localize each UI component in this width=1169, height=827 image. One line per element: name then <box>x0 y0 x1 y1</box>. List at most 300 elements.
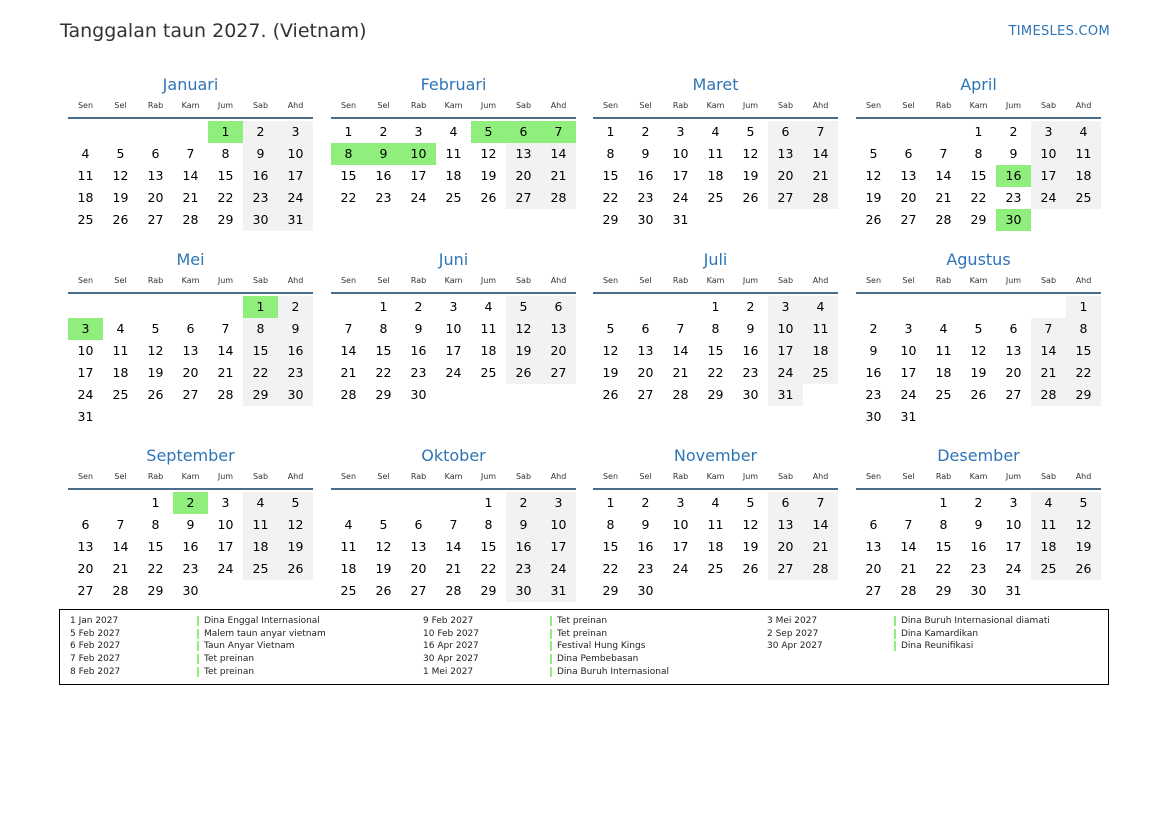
weekend-day-cell[interactable]: 6 <box>768 121 803 143</box>
weekend-day-cell[interactable]: 5 <box>506 296 541 318</box>
weekend-day-cell[interactable]: 25 <box>243 558 278 580</box>
day-cell[interactable]: 8 <box>974 146 983 161</box>
day-cell[interactable]: 17 <box>672 168 689 183</box>
day-cell[interactable]: 13 <box>865 539 882 554</box>
day-cell[interactable]: 1 <box>606 124 615 139</box>
day-cell[interactable]: 20 <box>637 365 654 380</box>
day-cell[interactable]: 15 <box>480 539 497 554</box>
day-cell[interactable]: 29 <box>147 583 164 598</box>
day-cell[interactable]: 6 <box>414 517 423 532</box>
weekend-day-cell[interactable]: 9 <box>506 514 541 536</box>
day-cell[interactable]: 1 <box>151 495 160 510</box>
day-cell[interactable]: 7 <box>344 321 353 336</box>
day-cell[interactable]: 10 <box>672 517 689 532</box>
day-cell[interactable]: 2 <box>379 124 388 139</box>
weekend-day-cell[interactable]: 10 <box>541 514 576 536</box>
weekend-day-cell[interactable]: 23 <box>278 362 313 384</box>
day-cell[interactable]: 8 <box>484 517 493 532</box>
day-cell[interactable]: 7 <box>116 517 125 532</box>
weekend-day-cell[interactable]: 21 <box>803 165 838 187</box>
weekend-day-cell[interactable]: 27 <box>768 558 803 580</box>
day-cell[interactable]: 8 <box>151 517 160 532</box>
day-cell[interactable]: 9 <box>1009 146 1018 161</box>
day-cell[interactable]: 8 <box>939 517 948 532</box>
holiday-day-cell[interactable]: 5 <box>471 121 506 143</box>
weekend-day-cell[interactable]: 20 <box>768 536 803 558</box>
day-cell[interactable]: 29 <box>480 583 497 598</box>
weekend-day-cell[interactable]: 23 <box>506 558 541 580</box>
day-cell[interactable]: 13 <box>182 343 199 358</box>
day-cell[interactable]: 28 <box>445 583 462 598</box>
day-cell[interactable]: 10 <box>77 343 94 358</box>
day-cell[interactable]: 17 <box>217 539 234 554</box>
weekend-day-cell[interactable]: 4 <box>1031 492 1066 514</box>
day-cell[interactable]: 25 <box>935 387 952 402</box>
weekend-day-cell[interactable]: 20 <box>506 165 541 187</box>
day-cell[interactable]: 29 <box>970 212 987 227</box>
day-cell[interactable]: 26 <box>480 190 497 205</box>
day-cell[interactable]: 11 <box>77 168 94 183</box>
site-link[interactable]: TIMESLES.COM <box>1008 24 1110 39</box>
weekend-day-cell[interactable]: 21 <box>1031 362 1066 384</box>
weekend-day-cell[interactable]: 31 <box>541 580 576 602</box>
weekend-day-cell[interactable]: 25 <box>1066 187 1101 209</box>
weekend-day-cell[interactable]: 29 <box>243 384 278 406</box>
weekend-day-cell[interactable]: 3 <box>541 492 576 514</box>
day-cell[interactable]: 24 <box>1005 561 1022 576</box>
day-cell[interactable]: 22 <box>340 190 357 205</box>
weekend-day-cell[interactable]: 2 <box>506 492 541 514</box>
day-cell[interactable]: 9 <box>869 343 878 358</box>
weekend-day-cell[interactable]: 24 <box>768 362 803 384</box>
day-cell[interactable]: 28 <box>672 387 689 402</box>
day-cell[interactable]: 12 <box>147 343 164 358</box>
day-cell[interactable]: 27 <box>865 583 882 598</box>
day-cell[interactable]: 12 <box>375 539 392 554</box>
day-cell[interactable]: 5 <box>746 124 755 139</box>
day-cell[interactable]: 12 <box>865 168 882 183</box>
day-cell[interactable]: 5 <box>151 321 160 336</box>
day-cell[interactable]: 12 <box>480 146 497 161</box>
day-cell[interactable]: 3 <box>414 124 423 139</box>
day-cell[interactable]: 27 <box>147 212 164 227</box>
day-cell[interactable]: 11 <box>340 539 357 554</box>
weekend-day-cell[interactable]: 16 <box>506 536 541 558</box>
weekend-day-cell[interactable]: 10 <box>278 143 313 165</box>
weekend-day-cell[interactable]: 31 <box>768 384 803 406</box>
day-cell[interactable]: 21 <box>672 365 689 380</box>
day-cell[interactable]: 1 <box>379 299 388 314</box>
day-cell[interactable]: 26 <box>112 212 129 227</box>
weekend-day-cell[interactable]: 13 <box>506 143 541 165</box>
day-cell[interactable]: 21 <box>112 561 129 576</box>
day-cell[interactable]: 24 <box>410 190 427 205</box>
day-cell[interactable]: 15 <box>340 168 357 183</box>
day-cell[interactable]: 18 <box>707 168 724 183</box>
day-cell[interactable]: 14 <box>112 539 129 554</box>
day-cell[interactable]: 26 <box>970 387 987 402</box>
weekend-day-cell[interactable]: 6 <box>768 492 803 514</box>
day-cell[interactable]: 15 <box>602 539 619 554</box>
day-cell[interactable]: 22 <box>935 561 952 576</box>
weekend-day-cell[interactable]: 13 <box>541 318 576 340</box>
day-cell[interactable]: 5 <box>974 321 983 336</box>
day-cell[interactable]: 13 <box>147 168 164 183</box>
weekend-day-cell[interactable]: 28 <box>803 187 838 209</box>
weekend-day-cell[interactable]: 30 <box>243 209 278 231</box>
day-cell[interactable]: 21 <box>900 561 917 576</box>
weekend-day-cell[interactable]: 24 <box>278 187 313 209</box>
day-cell[interactable]: 20 <box>147 190 164 205</box>
weekend-day-cell[interactable]: 18 <box>243 536 278 558</box>
day-cell[interactable]: 19 <box>602 365 619 380</box>
day-cell[interactable]: 7 <box>221 321 230 336</box>
day-cell[interactable]: 18 <box>112 365 129 380</box>
weekend-day-cell[interactable]: 21 <box>803 536 838 558</box>
day-cell[interactable]: 31 <box>672 212 689 227</box>
day-cell[interactable]: 18 <box>935 365 952 380</box>
holiday-day-cell[interactable]: 1 <box>243 296 278 318</box>
day-cell[interactable]: 23 <box>970 561 987 576</box>
day-cell[interactable]: 13 <box>410 539 427 554</box>
holiday-day-cell[interactable]: 2 <box>173 492 208 514</box>
day-cell[interactable]: 26 <box>742 561 759 576</box>
day-cell[interactable]: 17 <box>445 343 462 358</box>
day-cell[interactable]: 28 <box>112 583 129 598</box>
weekend-day-cell[interactable]: 20 <box>541 340 576 362</box>
day-cell[interactable]: 9 <box>641 146 650 161</box>
day-cell[interactable]: 20 <box>865 561 882 576</box>
day-cell[interactable]: 14 <box>340 343 357 358</box>
day-cell[interactable]: 30 <box>182 583 199 598</box>
day-cell[interactable]: 29 <box>602 212 619 227</box>
weekend-day-cell[interactable]: 19 <box>506 340 541 362</box>
weekend-day-cell[interactable]: 12 <box>506 318 541 340</box>
weekend-day-cell[interactable]: 27 <box>506 187 541 209</box>
day-cell[interactable]: 27 <box>637 387 654 402</box>
day-cell[interactable]: 24 <box>672 561 689 576</box>
day-cell[interactable]: 22 <box>147 561 164 576</box>
day-cell[interactable]: 8 <box>606 146 615 161</box>
day-cell[interactable]: 7 <box>939 146 948 161</box>
weekend-day-cell[interactable]: 7 <box>803 121 838 143</box>
day-cell[interactable]: 13 <box>637 343 654 358</box>
day-cell[interactable]: 13 <box>900 168 917 183</box>
weekend-day-cell[interactable]: 29 <box>1066 384 1101 406</box>
day-cell[interactable]: 9 <box>746 321 755 336</box>
weekend-day-cell[interactable]: 14 <box>541 143 576 165</box>
holiday-day-cell[interactable]: 30 <box>996 209 1031 231</box>
day-cell[interactable]: 31 <box>77 409 94 424</box>
day-cell[interactable]: 6 <box>1009 321 1018 336</box>
weekend-day-cell[interactable]: 23 <box>243 187 278 209</box>
weekend-day-cell[interactable]: 14 <box>1031 340 1066 362</box>
holiday-day-cell[interactable]: 7 <box>541 121 576 143</box>
weekend-day-cell[interactable]: 26 <box>278 558 313 580</box>
day-cell[interactable]: 2 <box>974 495 983 510</box>
day-cell[interactable]: 2 <box>641 495 650 510</box>
day-cell[interactable]: 10 <box>217 517 234 532</box>
day-cell[interactable]: 12 <box>742 146 759 161</box>
day-cell[interactable]: 20 <box>900 190 917 205</box>
weekend-day-cell[interactable]: 4 <box>243 492 278 514</box>
day-cell[interactable]: 23 <box>182 561 199 576</box>
weekend-day-cell[interactable]: 31 <box>278 209 313 231</box>
day-cell[interactable]: 17 <box>672 539 689 554</box>
day-cell[interactable]: 22 <box>707 365 724 380</box>
day-cell[interactable]: 15 <box>602 168 619 183</box>
day-cell[interactable]: 16 <box>375 168 392 183</box>
day-cell[interactable]: 15 <box>707 343 724 358</box>
weekend-day-cell[interactable]: 10 <box>768 318 803 340</box>
day-cell[interactable]: 18 <box>707 539 724 554</box>
day-cell[interactable]: 28 <box>217 387 234 402</box>
weekend-day-cell[interactable]: 3 <box>768 296 803 318</box>
day-cell[interactable]: 4 <box>81 146 90 161</box>
day-cell[interactable]: 1 <box>344 124 353 139</box>
day-cell[interactable]: 16 <box>742 343 759 358</box>
weekend-day-cell[interactable]: 12 <box>1066 514 1101 536</box>
day-cell[interactable]: 25 <box>707 190 724 205</box>
day-cell[interactable]: 2 <box>414 299 423 314</box>
day-cell[interactable]: 25 <box>445 190 462 205</box>
day-cell[interactable]: 26 <box>147 387 164 402</box>
weekend-day-cell[interactable]: 24 <box>541 558 576 580</box>
day-cell[interactable]: 24 <box>217 561 234 576</box>
weekend-day-cell[interactable]: 26 <box>1066 558 1101 580</box>
holiday-day-cell[interactable]: 6 <box>506 121 541 143</box>
day-cell[interactable]: 14 <box>182 168 199 183</box>
day-cell[interactable]: 3 <box>676 124 685 139</box>
weekend-day-cell[interactable]: 4 <box>803 296 838 318</box>
day-cell[interactable]: 1 <box>939 495 948 510</box>
weekend-day-cell[interactable]: 28 <box>541 187 576 209</box>
weekend-day-cell[interactable]: 8 <box>243 318 278 340</box>
day-cell[interactable]: 21 <box>217 365 234 380</box>
day-cell[interactable]: 21 <box>445 561 462 576</box>
day-cell[interactable]: 4 <box>711 124 720 139</box>
day-cell[interactable]: 11 <box>935 343 952 358</box>
day-cell[interactable]: 14 <box>217 343 234 358</box>
day-cell[interactable]: 19 <box>742 168 759 183</box>
weekend-day-cell[interactable]: 26 <box>506 362 541 384</box>
day-cell[interactable]: 3 <box>221 495 230 510</box>
day-cell[interactable]: 17 <box>77 365 94 380</box>
day-cell[interactable]: 30 <box>742 387 759 402</box>
holiday-day-cell[interactable]: 16 <box>996 165 1031 187</box>
day-cell[interactable]: 20 <box>77 561 94 576</box>
day-cell[interactable]: 8 <box>606 517 615 532</box>
holiday-day-cell[interactable]: 1 <box>208 121 243 143</box>
day-cell[interactable]: 26 <box>742 190 759 205</box>
weekend-day-cell[interactable]: 9 <box>243 143 278 165</box>
day-cell[interactable]: 26 <box>865 212 882 227</box>
weekend-day-cell[interactable]: 22 <box>243 362 278 384</box>
weekend-day-cell[interactable]: 18 <box>1031 536 1066 558</box>
day-cell[interactable]: 19 <box>742 539 759 554</box>
weekend-day-cell[interactable]: 21 <box>541 165 576 187</box>
day-cell[interactable]: 19 <box>480 168 497 183</box>
day-cell[interactable]: 7 <box>186 146 195 161</box>
holiday-day-cell[interactable]: 3 <box>68 318 103 340</box>
day-cell[interactable]: 30 <box>637 583 654 598</box>
day-cell[interactable]: 19 <box>865 190 882 205</box>
day-cell[interactable]: 22 <box>480 561 497 576</box>
weekend-day-cell[interactable]: 10 <box>1031 143 1066 165</box>
day-cell[interactable]: 26 <box>375 583 392 598</box>
day-cell[interactable]: 5 <box>379 517 388 532</box>
day-cell[interactable]: 24 <box>445 365 462 380</box>
day-cell[interactable]: 2 <box>641 124 650 139</box>
day-cell[interactable]: 8 <box>379 321 388 336</box>
day-cell[interactable]: 5 <box>746 495 755 510</box>
holiday-day-cell[interactable]: 10 <box>401 143 436 165</box>
day-cell[interactable]: 15 <box>217 168 234 183</box>
day-cell[interactable]: 16 <box>970 539 987 554</box>
day-cell[interactable]: 12 <box>112 168 129 183</box>
day-cell[interactable]: 27 <box>900 212 917 227</box>
day-cell[interactable]: 28 <box>340 387 357 402</box>
day-cell[interactable]: 11 <box>707 146 724 161</box>
day-cell[interactable]: 14 <box>445 539 462 554</box>
day-cell[interactable]: 15 <box>970 168 987 183</box>
day-cell[interactable]: 4 <box>939 321 948 336</box>
day-cell[interactable]: 26 <box>602 387 619 402</box>
day-cell[interactable]: 19 <box>147 365 164 380</box>
day-cell[interactable]: 2 <box>869 321 878 336</box>
weekend-day-cell[interactable]: 5 <box>1066 492 1101 514</box>
day-cell[interactable]: 28 <box>935 212 952 227</box>
day-cell[interactable]: 29 <box>707 387 724 402</box>
weekend-day-cell[interactable]: 14 <box>803 514 838 536</box>
day-cell[interactable]: 29 <box>935 583 952 598</box>
weekend-day-cell[interactable]: 13 <box>768 143 803 165</box>
weekend-day-cell[interactable]: 16 <box>243 165 278 187</box>
weekend-day-cell[interactable]: 1 <box>1066 296 1101 318</box>
day-cell[interactable]: 5 <box>116 146 125 161</box>
day-cell[interactable]: 2 <box>746 299 755 314</box>
day-cell[interactable]: 12 <box>602 343 619 358</box>
holiday-day-cell[interactable]: 9 <box>366 143 401 165</box>
weekend-day-cell[interactable]: 16 <box>278 340 313 362</box>
day-cell[interactable]: 11 <box>480 321 497 336</box>
day-cell[interactable]: 18 <box>480 343 497 358</box>
weekend-day-cell[interactable]: 15 <box>1066 340 1101 362</box>
holiday-day-cell[interactable]: 8 <box>331 143 366 165</box>
day-cell[interactable]: 22 <box>375 365 392 380</box>
weekend-day-cell[interactable]: 22 <box>1066 362 1101 384</box>
weekend-day-cell[interactable]: 17 <box>1031 165 1066 187</box>
day-cell[interactable]: 10 <box>900 343 917 358</box>
day-cell[interactable]: 30 <box>865 409 882 424</box>
weekend-day-cell[interactable]: 30 <box>278 384 313 406</box>
day-cell[interactable]: 8 <box>711 321 720 336</box>
weekend-day-cell[interactable]: 14 <box>803 143 838 165</box>
day-cell[interactable]: 20 <box>1005 365 1022 380</box>
weekend-day-cell[interactable]: 24 <box>1031 187 1066 209</box>
day-cell[interactable]: 23 <box>410 365 427 380</box>
day-cell[interactable]: 12 <box>742 517 759 532</box>
day-cell[interactable]: 19 <box>970 365 987 380</box>
weekend-day-cell[interactable]: 17 <box>768 340 803 362</box>
day-cell[interactable]: 16 <box>182 539 199 554</box>
weekend-day-cell[interactable]: 17 <box>278 165 313 187</box>
weekend-day-cell[interactable]: 7 <box>803 492 838 514</box>
day-cell[interactable]: 30 <box>637 212 654 227</box>
day-cell[interactable]: 14 <box>900 539 917 554</box>
weekend-day-cell[interactable]: 19 <box>278 536 313 558</box>
day-cell[interactable]: 7 <box>904 517 913 532</box>
day-cell[interactable]: 18 <box>77 190 94 205</box>
day-cell[interactable]: 31 <box>900 409 917 424</box>
day-cell[interactable]: 17 <box>1005 539 1022 554</box>
weekend-day-cell[interactable]: 13 <box>768 514 803 536</box>
day-cell[interactable]: 30 <box>410 387 427 402</box>
day-cell[interactable]: 29 <box>217 212 234 227</box>
day-cell[interactable]: 18 <box>445 168 462 183</box>
day-cell[interactable]: 8 <box>221 146 230 161</box>
day-cell[interactable]: 9 <box>414 321 423 336</box>
weekend-day-cell[interactable]: 9 <box>278 318 313 340</box>
day-cell[interactable]: 29 <box>602 583 619 598</box>
day-cell[interactable]: 27 <box>182 387 199 402</box>
day-cell[interactable]: 1 <box>484 495 493 510</box>
day-cell[interactable]: 19 <box>375 561 392 576</box>
weekend-day-cell[interactable]: 8 <box>1066 318 1101 340</box>
day-cell[interactable]: 11 <box>445 146 462 161</box>
day-cell[interactable]: 4 <box>449 124 458 139</box>
day-cell[interactable]: 9 <box>974 517 983 532</box>
day-cell[interactable]: 10 <box>1005 517 1022 532</box>
day-cell[interactable]: 23 <box>637 561 654 576</box>
weekend-day-cell[interactable]: 27 <box>768 187 803 209</box>
day-cell[interactable]: 7 <box>676 321 685 336</box>
day-cell[interactable]: 23 <box>375 190 392 205</box>
day-cell[interactable]: 27 <box>1005 387 1022 402</box>
day-cell[interactable]: 23 <box>1005 190 1022 205</box>
day-cell[interactable]: 24 <box>77 387 94 402</box>
day-cell[interactable]: 25 <box>480 365 497 380</box>
weekend-day-cell[interactable]: 20 <box>768 165 803 187</box>
day-cell[interactable]: 3 <box>676 495 685 510</box>
day-cell[interactable]: 15 <box>147 539 164 554</box>
day-cell[interactable]: 6 <box>904 146 913 161</box>
day-cell[interactable]: 27 <box>77 583 94 598</box>
day-cell[interactable]: 17 <box>900 365 917 380</box>
weekend-day-cell[interactable]: 6 <box>541 296 576 318</box>
day-cell[interactable]: 6 <box>641 321 650 336</box>
day-cell[interactable]: 25 <box>77 212 94 227</box>
day-cell[interactable]: 9 <box>186 517 195 532</box>
day-cell[interactable]: 1 <box>711 299 720 314</box>
day-cell[interactable]: 28 <box>182 212 199 227</box>
day-cell[interactable]: 15 <box>375 343 392 358</box>
day-cell[interactable]: 10 <box>672 146 689 161</box>
day-cell[interactable]: 14 <box>672 343 689 358</box>
day-cell[interactable]: 27 <box>410 583 427 598</box>
day-cell[interactable]: 22 <box>970 190 987 205</box>
day-cell[interactable]: 5 <box>869 146 878 161</box>
weekend-day-cell[interactable]: 27 <box>541 362 576 384</box>
day-cell[interactable]: 1 <box>606 495 615 510</box>
weekend-day-cell[interactable]: 28 <box>803 558 838 580</box>
weekend-day-cell[interactable]: 15 <box>243 340 278 362</box>
weekend-day-cell[interactable]: 25 <box>1031 558 1066 580</box>
day-cell[interactable]: 24 <box>672 190 689 205</box>
day-cell[interactable]: 5 <box>606 321 615 336</box>
day-cell[interactable]: 3 <box>449 299 458 314</box>
weekend-day-cell[interactable]: 3 <box>278 121 313 143</box>
